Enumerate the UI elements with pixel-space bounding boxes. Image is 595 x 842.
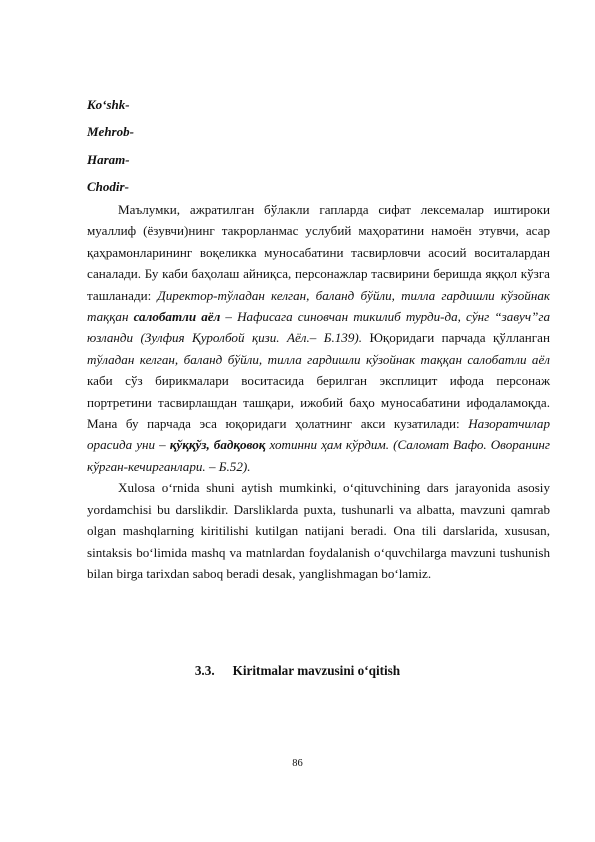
paragraph-text: каби сўз бирикмалари воситасида берилган эксплицит ифода персонаж портретини тасвирлашдан ташқари, ижобий баҳо муносабатини ифодаламоқда. Мана бу парчада эса юқоридаги ҳолатнинг акси кузатилади: — [87, 373, 550, 432]
quote-bold-italic: қўққўз, бадқовоқ — [169, 437, 266, 453]
paragraph-latin: Xulosa o‘rnida shuni aytish mumkinki, o‘qituvchining dars jarayonida asosiy yordamchisi bu darslikdir. Darsliklarda puxta, tushunarli va albatta, mavzuni qamrab olgan mashqlarning kiritilishi kutilgan natijani beradi. Ona tili darslarida, xususan, sintaksis bo‘limida mashq va matnlardan foydalanish o‘quvchilarga mavzuni tushunish bilan birga tarixdan saboq beradi desak, yanglishmagan bo‘lamiz. — [87, 480, 550, 581]
quote-italic: Назоратчилар орасида уни – — [87, 416, 550, 453]
body-text — [87, 199, 550, 584]
quote-italic: тўладан келган, баланд бўйли, тилла гардишли кўзойнак таққан салобатли аёл — [87, 351, 550, 367]
word-list-item: Mehrob- — [87, 124, 134, 139]
quote-italic: Директор-тўладан келган, баланд бўйли, тилла гардишли кўзойнак таққан — [87, 287, 551, 325]
word-list-item: Ko‘shk- — [87, 97, 130, 112]
paragraph-text: Юқоридаги парчада қўлланган — [362, 330, 550, 346]
quote-italic: хотинни ҳам кўрдим. (Саломат Вафо. Оворанинг кўрган-кечирганлари. – Б.52). — [87, 437, 550, 474]
quote-bold-italic: салобатли аёл — [133, 309, 221, 325]
quote-italic: – Нафисага синовчан тикилиб турди-да, сўнг “завуч”га юзланди (Зулфия Қуролбой қизи. Аёл.– Б.139). — [87, 309, 551, 346]
section-number: 3.3. — [194, 663, 215, 678]
paragraph-text: Маълумки, ажратилган бўлакли гапларда сифат лексемалар иштироки муаллиф (ёзувчи)нинг такрорланмас услубий маҳоратини намоён этувчи, асар қаҳрамонларининг воқеликка муносабатини тасвирловчи асосий воситалардан саналади. Бу каби баҳолаш айниқса, персонажлар тасвирини беришда яққол кўзга ташланади: — [87, 202, 550, 303]
paragraph-cyrillic — [87, 199, 550, 477]
page-number: 86 — [292, 758, 303, 769]
word-list-item: Chodir- — [87, 179, 129, 194]
section-title: Kiritmalar mavzusini o‘qitish — [232, 663, 401, 678]
section-heading — [0, 663, 595, 679]
word-list-item: Haram- — [87, 152, 130, 167]
